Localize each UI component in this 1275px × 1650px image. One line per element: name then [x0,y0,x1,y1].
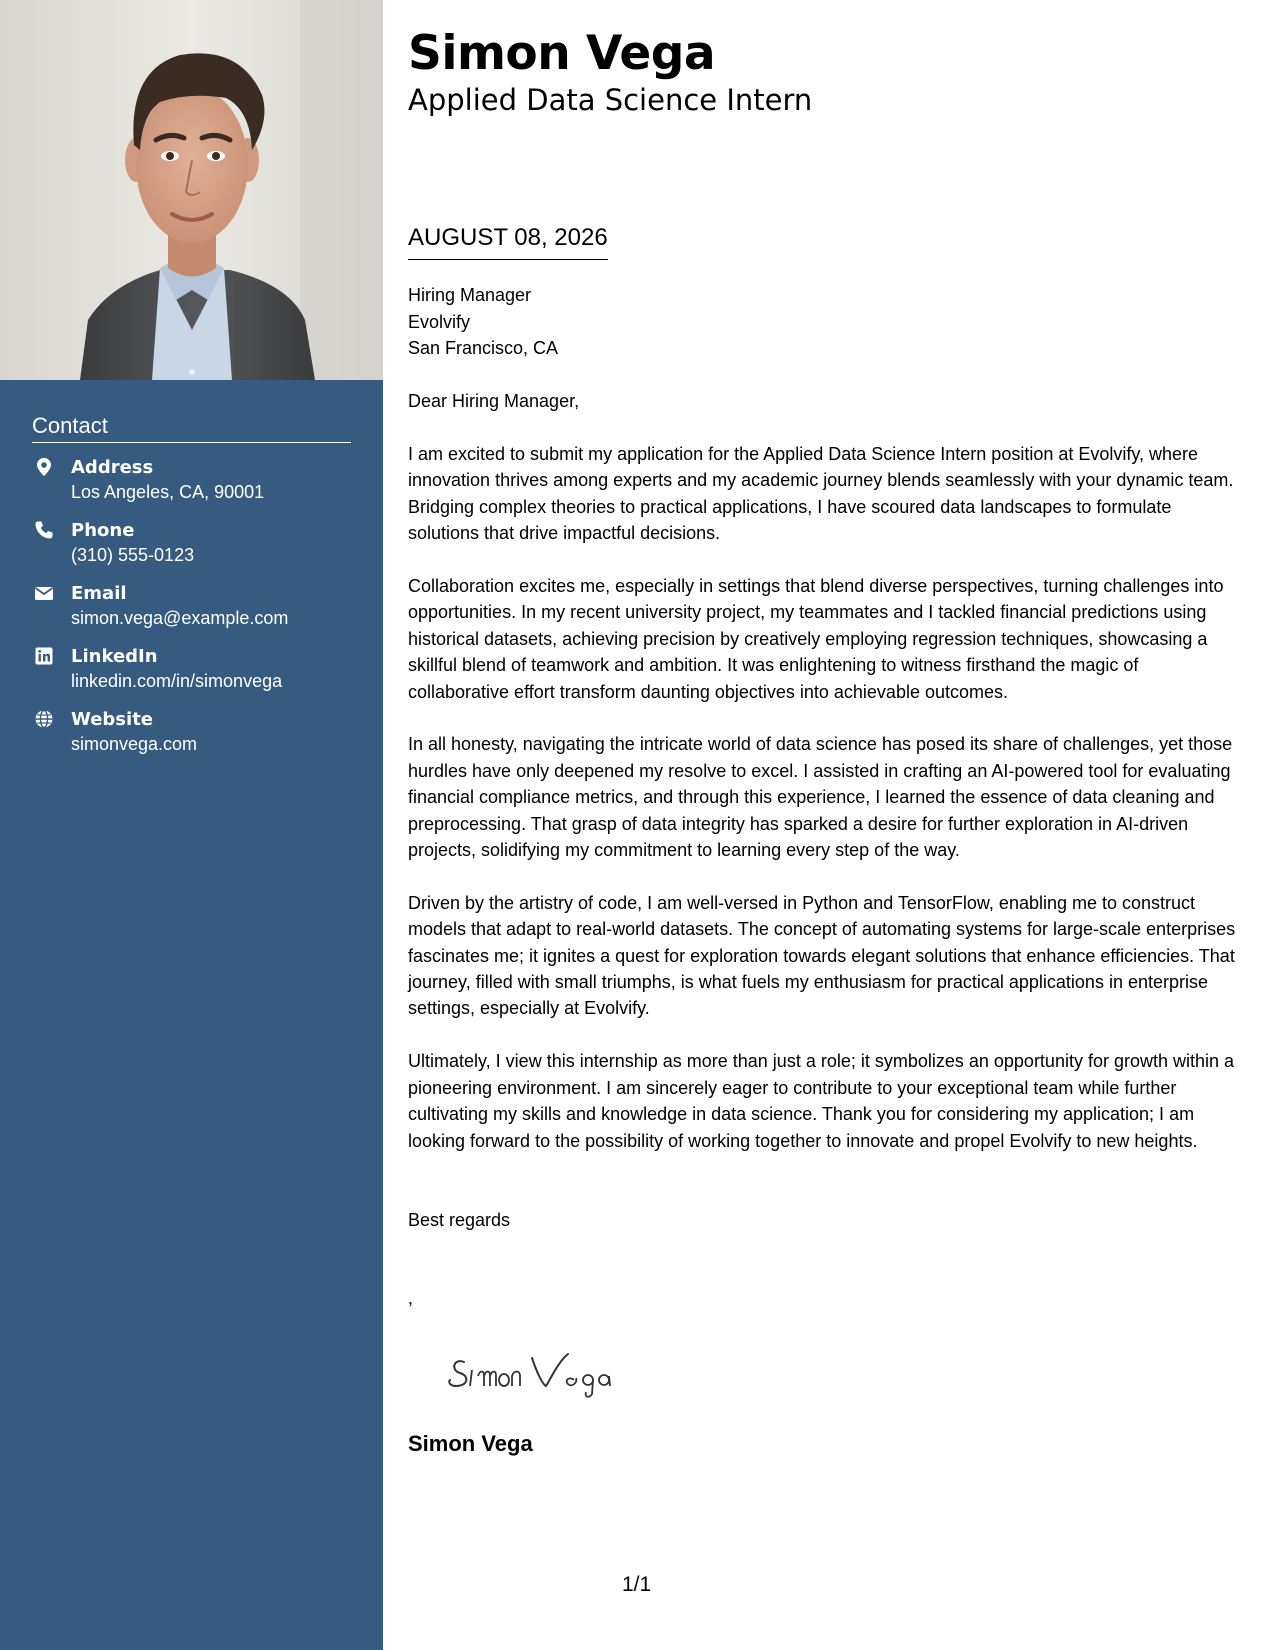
website-value[interactable]: simonvega.com [71,734,198,754]
globe-icon [34,709,54,729]
body-paragraph: Collaboration excites me, especially in settings that blend diverse perspectives, turning challenges into opportunities. In my recent university project, my teammates and I tackled financial predictions using historical datasets, achieving precision by creatively employing regression techniques, showcasing a skillful blend of teamwork and ambition. It was enlightening to witness firsthand the magic of collaborative effort transform daunting objectives into achievable outcomes. [408,576,1224,702]
greeting: Dear Hiring Manager, [408,391,580,411]
recipient-line: Evolvify [408,311,471,332]
closing-comma: , [408,1288,414,1308]
contact-list [32,455,351,770]
address-value: Los Angeles, CA, 90001 [71,482,265,502]
sidebar [0,0,383,1650]
body-paragraph: In all honesty, navigating the intricate world of data science has posed its share of challenges, yet those hurdles have only deepened my resolve to excel. I assisted in crafting an AI-powered tool for evaluating financial compliance metrics, and through this experience, I learned the essence of data cleaning and preprocessing. That grasp of data integrity has sparked a desire for further exploration in AI-driven projects, solidifying my commitment to learning every step of the way. [408,734,1233,861]
address-label: Address [71,457,154,478]
letter-date: AUGUST 08, 2026 [408,223,608,260]
page-number: 1/1 [622,1573,652,1596]
recipient-block [408,282,558,362]
recipient-line: San Francisco, CA [408,338,559,358]
website-label: Website [71,709,154,730]
letter-body [408,441,1240,1180]
body-paragraph: Driven by the artistry of code, I am well-versed in Python and TensorFlow, enabling me to construct models that adapt to real-world datasets. The concept of automating systems for large-scale enterprises fascinates me; it ignites a quest for exploration towards elegant solutions that enhance efficiencies. That journey, filled with small triumphs, is what fuels my enthusiasm for practical applications in enterprise settings, especially at Evolvify. [408,892,1236,1019]
linkedin-icon [34,646,54,666]
phone-label: Phone [71,520,135,541]
contact-item-address [32,455,351,518]
signature-name: Simon Vega [408,1431,533,1456]
email-label: Email [71,583,127,604]
contact-item-linkedin [32,644,351,707]
recipient-line: Hiring Manager [408,285,532,305]
phone-value[interactable]: (310) 555-0123 [71,545,195,565]
linkedin-label: LinkedIn [71,646,158,667]
contact-item-website [32,707,351,770]
phone-icon [34,520,54,540]
contact-item-email [32,581,351,644]
map-pin-icon [34,457,54,477]
profile-photo [0,0,383,380]
closing: Best regards [408,1210,511,1230]
contact-item-phone [32,518,351,581]
applicant-name: Simon Vega [408,26,716,81]
envelope-icon [34,583,54,603]
linkedin-value[interactable]: linkedin.com/in/simonvega [71,671,283,691]
contact-section [32,413,351,770]
body-paragraph: I am excited to submit my application for the Applied Data Science Intern position at Evolvify, where innovation thrives among experts and my academic journey blends seamlessly with your dynamic team. Bridging complex theories to practical applications, I have scoured data landscapes to formulate solutions that drive impactful decisions. [408,444,1234,544]
contact-heading: Contact [32,413,351,443]
applicant-title: Applied Data Science Intern [408,83,813,117]
email-value[interactable]: simon.vega@example.com [71,608,289,628]
body-paragraph: Ultimately, I view this internship as more than just a role; it symbolizes an opportunity for growth within a pioneering environment. I am sincerely eager to contribute to your exceptional team while further cultivating my skills and knowledge in data science. Thank you for considering my application; I am looking forward to the possibility of working together to innovate and propel Evolvify to new heights. [408,1051,1235,1151]
